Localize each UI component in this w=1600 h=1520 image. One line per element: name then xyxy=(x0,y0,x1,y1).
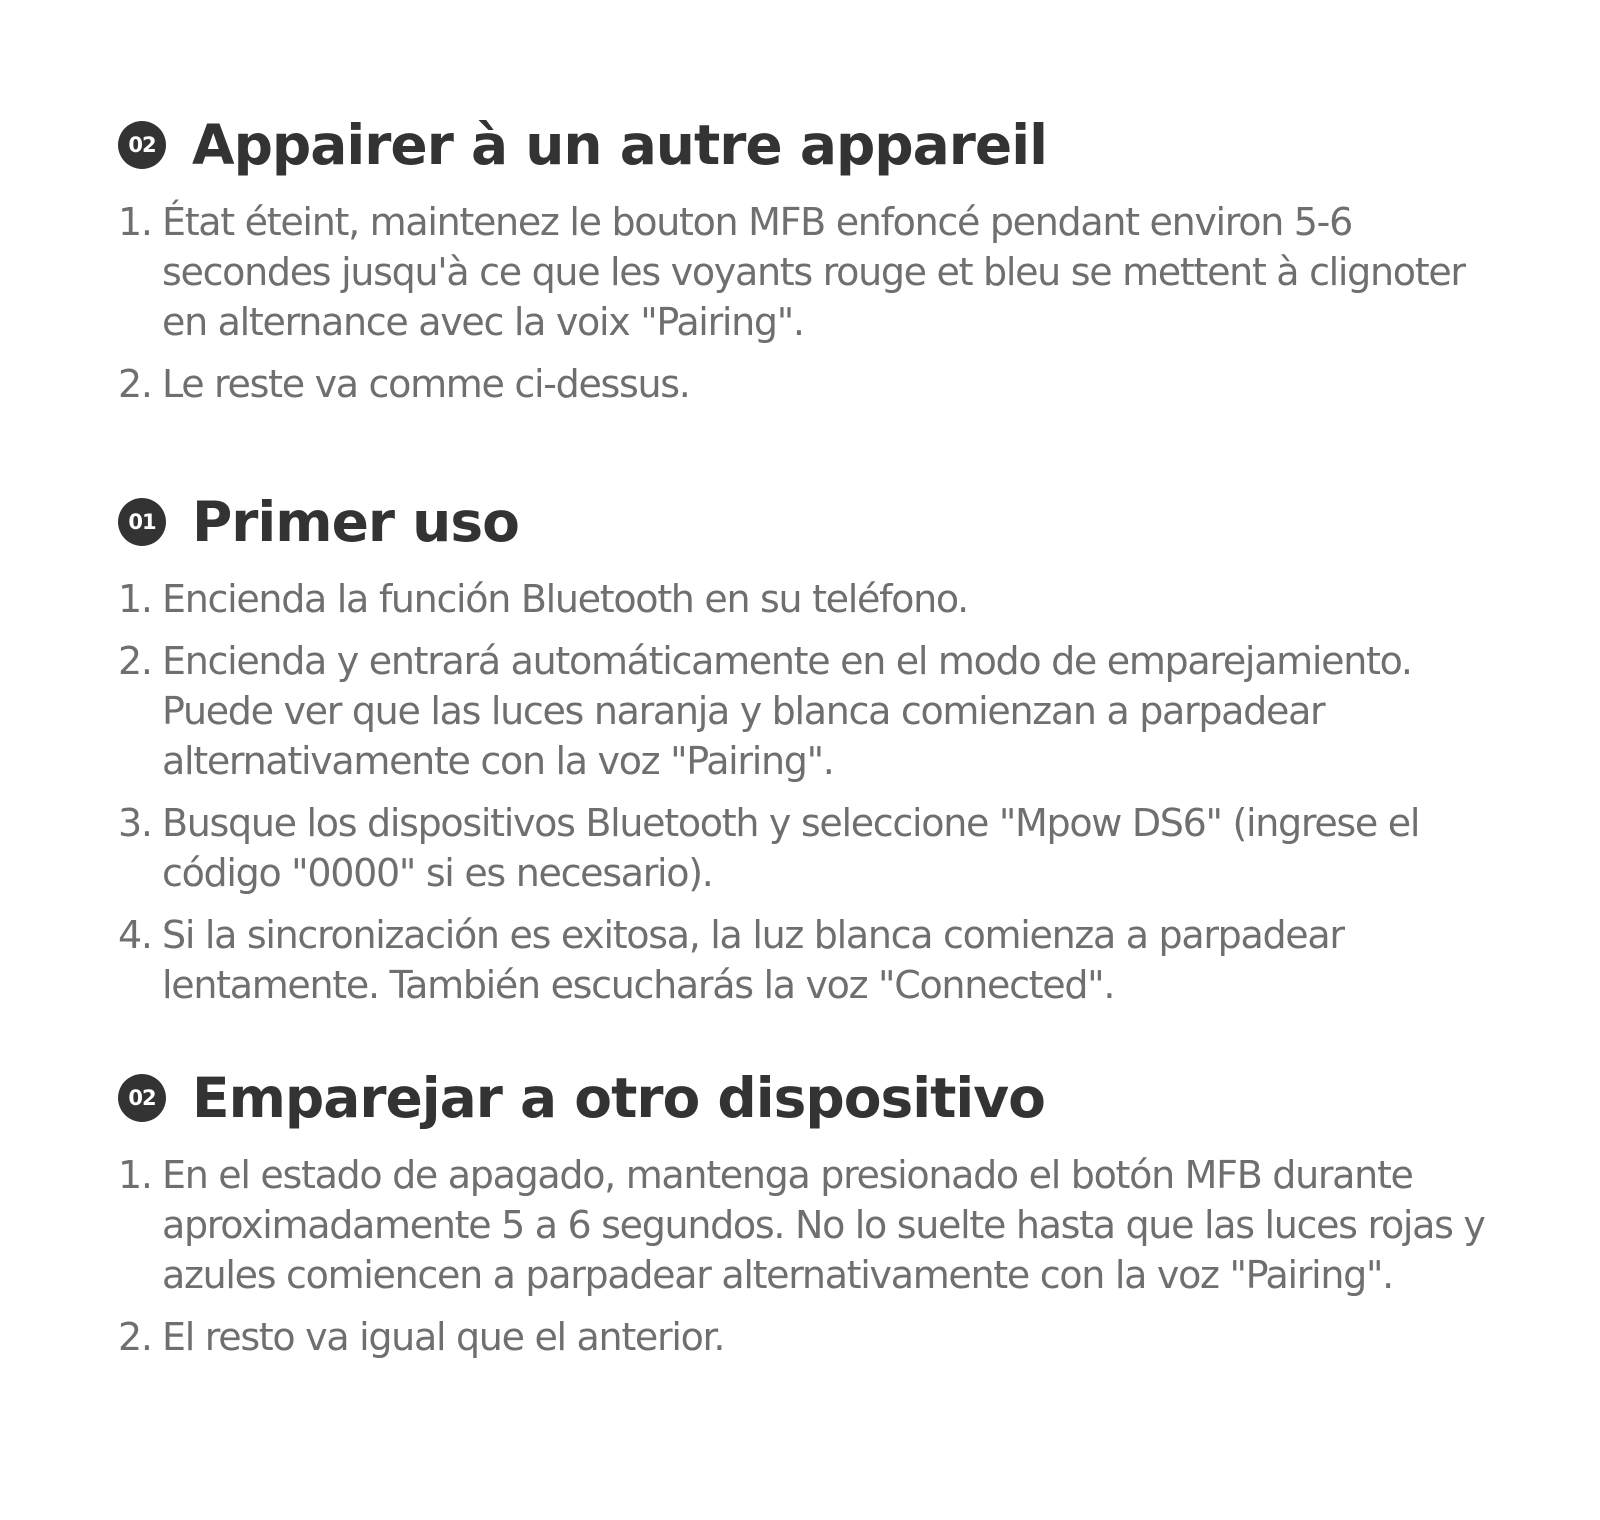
item-number: 1. xyxy=(118,200,152,244)
step-number-badge: 02 xyxy=(118,121,166,169)
instruction-list xyxy=(118,1150,1498,1362)
item-text: Encienda y entrará automáticamente en el modo de emparejamiento. Puede ver que las luces naranja y blanca comienzan a parpadear alternativamente con la voz "Pairing". xyxy=(162,639,1412,783)
item-text: Encienda la función Bluetooth en su teléfono. xyxy=(162,577,968,621)
section-title: Primer uso xyxy=(192,490,519,554)
item-number: 2. xyxy=(118,639,152,683)
list-item xyxy=(118,636,1498,786)
item-text: Si la sincronización es exitosa, la luz blanca comienza a parpadear lentamente. También escucharás la voz "Connected". xyxy=(162,913,1344,1007)
list-item xyxy=(118,197,1498,347)
list-item xyxy=(118,359,1498,409)
step-number-badge: 02 xyxy=(118,1074,166,1122)
section-heading xyxy=(118,1058,1498,1138)
section-title: Appairer à un autre appareil xyxy=(192,113,1047,177)
section-heading xyxy=(118,105,1498,185)
item-number: 1. xyxy=(118,577,152,621)
section-title: Emparejar a otro dispositivo xyxy=(192,1066,1045,1130)
section-first-use-es xyxy=(118,482,1498,1010)
list-item xyxy=(118,910,1498,1010)
instruction-list xyxy=(118,197,1498,409)
list-item xyxy=(118,1150,1498,1300)
item-text: En el estado de apagado, mantenga presionado el botón MFB durante aproximadamente 5 a 6 segundos. No lo suelte hasta que las luces rojas y azules comiencen a parpadear alternativamente con la voz "Pairing". xyxy=(162,1153,1485,1297)
item-text: Busque los dispositivos Bluetooth y seleccione "Mpow DS6" (ingrese el código "0000" si es necesario). xyxy=(162,801,1420,895)
item-number: 3. xyxy=(118,801,152,845)
step-number-badge: 01 xyxy=(118,498,166,546)
list-item xyxy=(118,1312,1498,1362)
instruction-list xyxy=(118,574,1498,1010)
list-item xyxy=(118,798,1498,898)
section-heading xyxy=(118,482,1498,562)
item-text: Le reste va comme ci-dessus. xyxy=(162,362,690,406)
list-item xyxy=(118,574,1498,624)
item-number: 1. xyxy=(118,1153,152,1197)
item-text: État éteint, maintenez le bouton MFB enfoncé pendant environ 5-6 secondes jusqu'à ce que les voyants rouge et bleu se mettent à clignoter en alternance avec la voix "Pairing". xyxy=(162,200,1465,344)
section-pair-another-device-fr xyxy=(118,105,1498,409)
item-number: 4. xyxy=(118,913,152,957)
item-number: 2. xyxy=(118,1315,152,1359)
item-number: 2. xyxy=(118,362,152,406)
item-text: El resto va igual que el anterior. xyxy=(162,1315,725,1359)
section-pair-another-device-es xyxy=(118,1058,1498,1362)
